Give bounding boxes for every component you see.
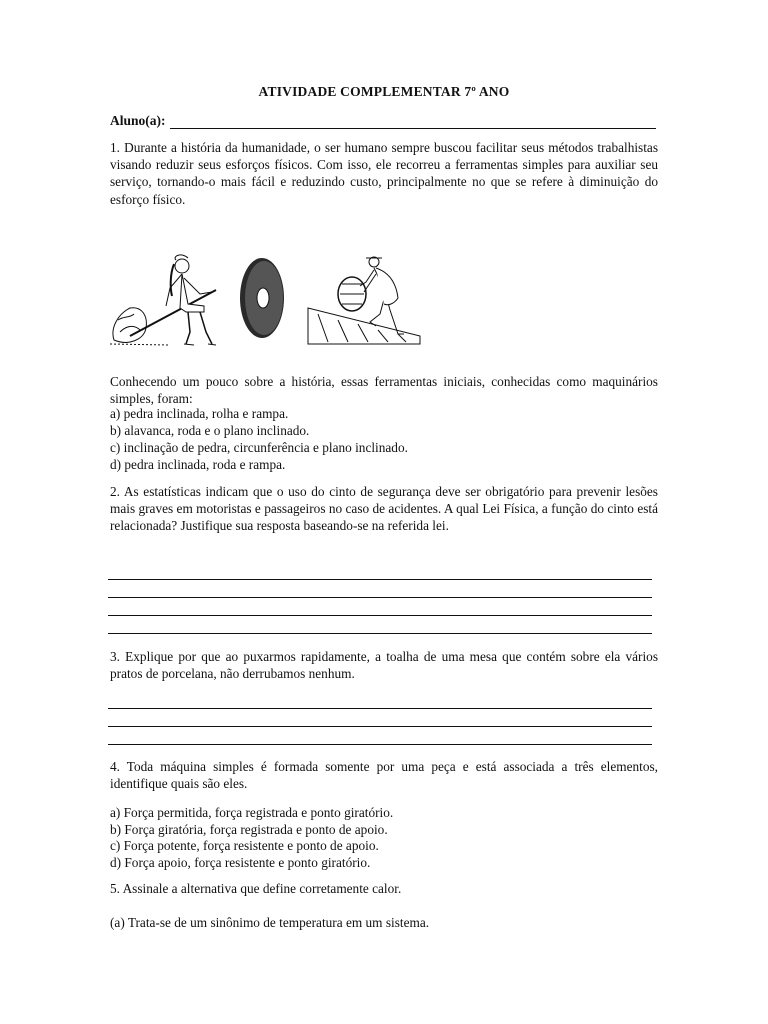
- question-1-option-a[interactable]: a) pedra inclinada, rolha e rampa.: [110, 406, 289, 421]
- question-4-option-d[interactable]: d) Força apoio, força resistente e ponto giratório.: [110, 855, 371, 870]
- question-4-option-b[interactable]: b) Força giratória, força registrada e ponto de apoio.: [110, 822, 388, 837]
- answer-line[interactable]: [108, 744, 652, 745]
- simple-machines-figure: [108, 248, 428, 353]
- question-1-text: 1. Durante a história da humanidade, o ser humano sempre buscou facilitar seus métodos trabalhistas visando reduzir seus esforços físicos. Com isso, ele recorreu a ferramentas simples para auxiliar seu serviço, tornando-o mais fácil e reduzindo custo, principalmente no que se refere à diminuição do esforço físico.: [110, 140, 658, 207]
- student-name-line: [170, 116, 656, 129]
- page-title: ATIVIDADE COMPLEMENTAR 7º ANO: [258, 84, 510, 99]
- question-2-text: 2. As estatísticas indicam que o uso do cinto de segurança deve ser obrigatório para prevenir lesões mais graves em motoristas e passageiros no caso de acidentes. A qual Lei Física, a função do cinto está relacionada? Justifique sua resposta baseando-se na referida lei.: [110, 484, 658, 534]
- answer-line[interactable]: [108, 726, 652, 727]
- answer-line[interactable]: [108, 597, 652, 598]
- question-5-option-a[interactable]: (a) Trata-se de um sinônimo de temperatura em um sistema.: [110, 915, 430, 930]
- student-label: Aluno(a):: [110, 113, 166, 128]
- student-name-field[interactable]: [110, 113, 656, 129]
- inclined-plane-illustration: [308, 257, 420, 344]
- answer-line[interactable]: [108, 615, 652, 616]
- answer-line[interactable]: [108, 708, 652, 709]
- question-3-text: 3. Explique por que ao puxarmos rapidamente, a toalha de uma mesa que contém sobre ela vários pratos de porcelana, não derrubamos nenhum.: [110, 649, 658, 682]
- question-4-text: 4. Toda máquina simples é formada somente por uma peça e está associada a três elementos, identifique quais são eles.: [110, 759, 658, 792]
- answer-line[interactable]: [108, 633, 652, 634]
- answer-line[interactable]: [108, 579, 652, 580]
- question-1-option-b[interactable]: b) alavanca, roda e o plano inclinado.: [110, 423, 310, 438]
- question-4-option-a[interactable]: a) Força permitida, força registrada e ponto giratório.: [110, 805, 394, 820]
- question-5-text: 5. Assinale a alternativa que define corretamente calor.: [110, 881, 402, 896]
- question-4-option-c[interactable]: c) Força potente, força resistente e ponto de apoio.: [110, 838, 379, 853]
- question-1-prompt: Conhecendo um pouco sobre a história, essas ferramentas iniciais, conhecidas como maquinários simples, foram:: [110, 374, 658, 407]
- lever-man-illustration: [110, 255, 216, 345]
- wheel-illustration: [240, 258, 284, 338]
- question-1-option-c[interactable]: c) inclinação de pedra, circunferência e plano inclinado.: [110, 440, 408, 455]
- question-1-option-d[interactable]: d) pedra inclinada, roda e rampa.: [110, 457, 286, 472]
